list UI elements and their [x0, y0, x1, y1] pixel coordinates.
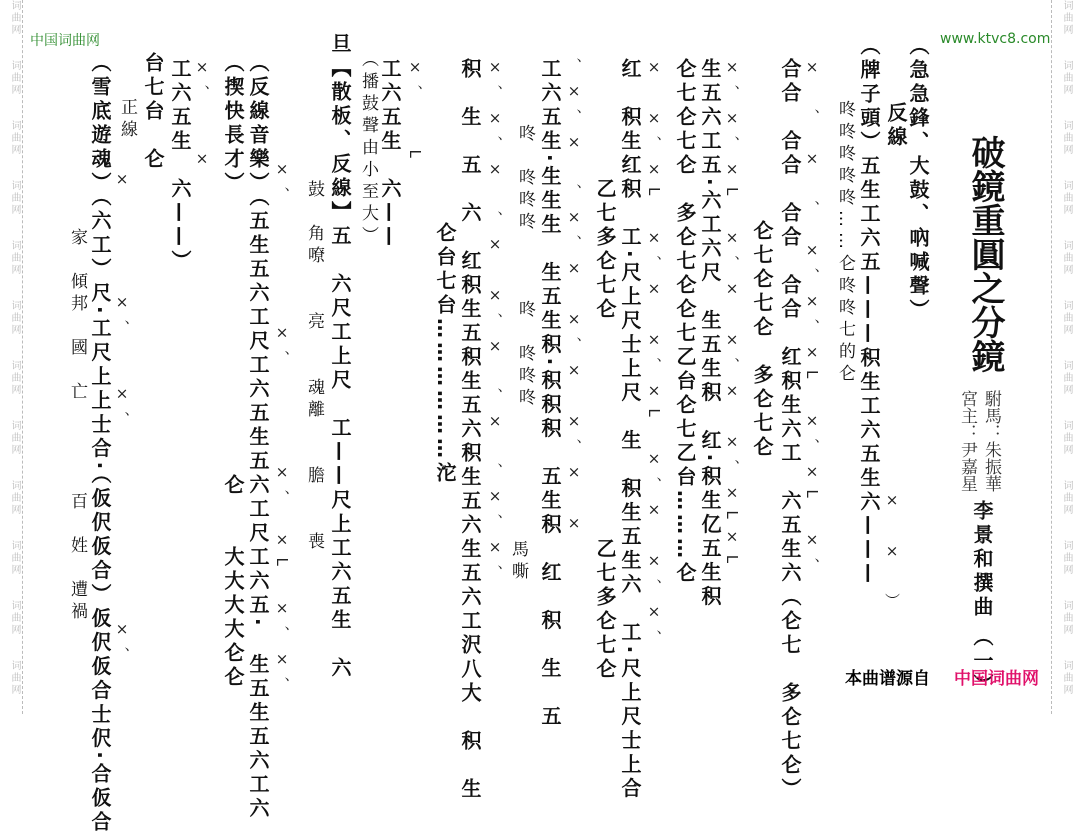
score-column: （雪底遊魂）（六工）尺·工尺上上士合·（仮伬仮合）仮伬仮合士伬·合仮合 [88, 52, 112, 835]
score-column: （牌子頭）五生工六五———积生工六五生六——— [857, 35, 881, 587]
score-title: 破鏡重圓之分鏡 [965, 135, 1005, 373]
score-column: 仑台七台………………沱 [433, 78, 457, 486]
source-site-link[interactable]: 中国词曲网 [954, 669, 1039, 689]
cast-line: 駙馬：朱振華 [981, 390, 1001, 492]
beat-marks: × ×、 ×、 ×、 [113, 170, 131, 671]
score-column: 旦【散板、反線】五 六尺工上尺 工——尺上工六五生 六 [328, 33, 352, 681]
watermark: 词曲网 [9, 60, 20, 96]
beat-marks: × × ） [883, 155, 901, 617]
part-number: （一） [970, 626, 994, 698]
watermark: 词曲网 [9, 420, 20, 456]
right-watermark-strip [1051, 0, 1074, 714]
watermark: 词曲网 [9, 120, 20, 156]
score-column: 仑七仑七仑 多仑七仑仑七乙台仑七乙台………仑 [673, 58, 697, 586]
score-column: 红 积生红积 工·尺上尺士上尺 生 积生五生六 工·尺上尺士上合 [618, 58, 642, 802]
score-column: 工六五生·生生生 生五生积·积积积 五生积 红 积 生 五 [538, 58, 562, 730]
score-column: 正線 [117, 98, 137, 142]
watermark: 词曲网 [9, 480, 20, 516]
watermark: 词曲网 [9, 540, 20, 576]
beat-marks: ×、 × [193, 58, 211, 177]
watermark: 词曲网 [9, 360, 20, 396]
watermark: 词曲网 [1061, 60, 1072, 96]
score-annotation: 馬嘶 [508, 540, 528, 584]
watermark: 词曲网 [1061, 660, 1072, 696]
score-column: 工六五生 六—— [378, 58, 402, 250]
watermark: 词曲网 [1061, 180, 1072, 216]
site-link-top-right[interactable]: www.ktvc8.com [940, 31, 1051, 47]
beat-marks: ×、×、× 、× ×、× 、× 、×、×、 [486, 58, 504, 589]
beat-marks: ×、×、×L ×、× ×、× ×、×L×L [723, 58, 741, 573]
score-column: 仑七仑七仑 多仑七仑 [750, 28, 774, 460]
score-column: 生五六工五·六工六尺 生五生积 红·积生亿五生积 [698, 58, 722, 610]
beat-marks: × ×、×L ×、× ×、×L ×、× ×、×、 [645, 58, 663, 654]
score-column: 乙七多仑七仑 乙七多仑七仑 [593, 58, 617, 682]
site-link-top-left[interactable]: 中国词曲网 [30, 33, 100, 49]
score-column: 反線 [884, 102, 908, 150]
source-label: 本曲谱源自 [845, 669, 930, 689]
watermark: 词曲网 [1061, 300, 1072, 336]
watermark: 词曲网 [1061, 600, 1072, 636]
score-column: 工六五生 六——） [168, 58, 192, 274]
watermark: 词曲网 [9, 300, 20, 336]
beat-marks: ×、 ×、 ×、 ×L ×、×、 [273, 160, 291, 701]
beat-marks: × 、 × 、 ×、×、×L ×、×L ×、 [803, 58, 821, 582]
score-column: 咚咚咚咚咚……仑咚咚七的仑 [835, 78, 855, 386]
source-credit [845, 664, 1039, 689]
watermark: 词曲网 [9, 180, 20, 216]
score-column: （反線音樂）（五生五六工尺工六五生五六工尺工六五· 生五生五六工六 [246, 52, 270, 822]
lyrics-column: 家 傾邦 國 亡 百 姓 遭禍 [67, 52, 87, 624]
beat-marks: 、×、× 、×、× ×、× ×、× × [565, 58, 583, 541]
score-column: 积 生 五 六 红积生五积生五六积生五六生五六工沢八大 积 生 [458, 58, 482, 802]
score-column: 咚 咚咚咚 咚 咚咚咚 [515, 58, 535, 410]
watermark: 词曲网 [9, 660, 20, 696]
composer: 李景和撰曲 [970, 500, 994, 620]
watermark: 词曲网 [9, 240, 20, 276]
watermark: 词曲网 [1061, 420, 1072, 456]
score-column: （揳快長才） 仑 大大大大仑仑 [221, 52, 245, 690]
score-column: 合合 合合 合合 合合 红积生六工 六五生六（仑七 多仑七仑） [778, 58, 802, 802]
lyrics-column: 鼓 角嘹 亮 魂離 膽 喪 [304, 48, 324, 554]
watermark: 词曲网 [9, 0, 20, 36]
left-watermark-strip [0, 0, 23, 714]
beat-marks: ×、 L [406, 58, 424, 167]
score-column: （急急鋒、大鼓、吶喊聲） [906, 35, 930, 323]
watermark: 词曲网 [1061, 360, 1072, 396]
cast-line: 宮主：尹嘉星 [957, 390, 977, 492]
score-column: （播鼓聲由小至大） [358, 50, 378, 248]
watermark: 词曲网 [1061, 240, 1072, 276]
watermark: 词曲网 [1061, 480, 1072, 516]
watermark: 词曲网 [1061, 120, 1072, 156]
watermark: 词曲网 [9, 600, 20, 636]
watermark: 词曲网 [1061, 540, 1072, 576]
watermark: 词曲网 [1061, 0, 1072, 36]
score-column: 台七台 仑 [141, 52, 165, 172]
